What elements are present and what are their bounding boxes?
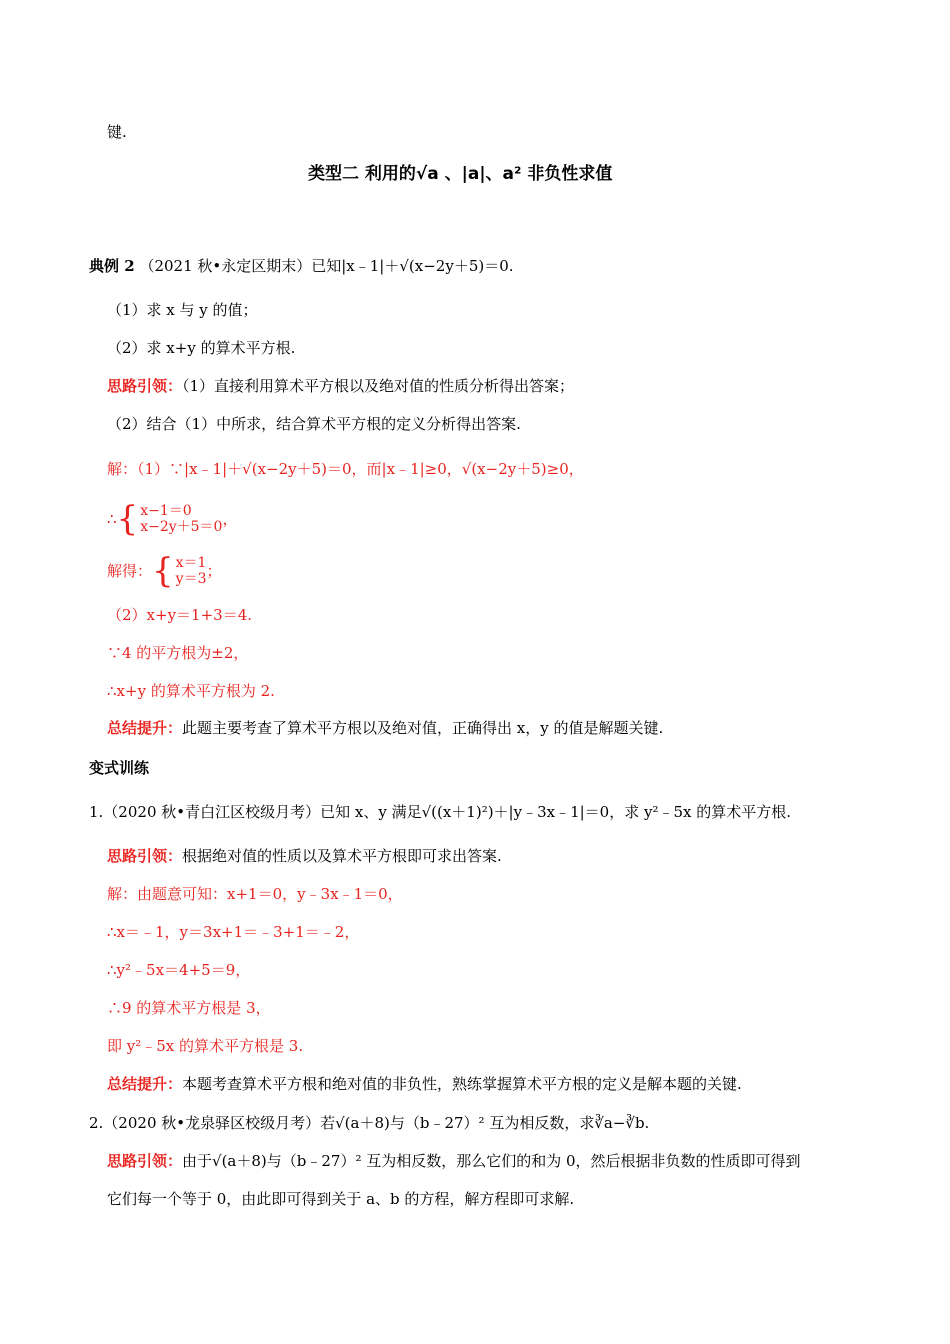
problem2-hint2: 它们每一个等于 0，由此即可得到关于 a、b 的方程，解方程即可求解. [107, 1190, 575, 1208]
problem1-summary [107, 1074, 742, 1094]
top-fragment: 键. [107, 123, 127, 141]
example-source: （2021 秋•永定区期末） [139, 257, 312, 275]
solve-suffix: ； [206, 562, 222, 580]
example2-q2: （2）求 x+y 的算术平方根. [107, 339, 296, 357]
solve-eq1: x＝1 [175, 555, 207, 571]
summary-label: 总结提升： [107, 719, 183, 737]
brace-icon: { [116, 499, 139, 539]
example2-sol3: ∵4 的平方根为±2， [107, 644, 249, 662]
hint-label: 思路引领： [107, 1152, 183, 1170]
problem1-statement: 1.（2020 秋•青白江区校级月考）已知 x、y 满足√((x＋1)²)＋|y﹣3x﹣1|＝0，求 y²﹣5x 的算术平方根. [89, 803, 792, 821]
hint-label: 思路引领： [107, 847, 183, 865]
example2-statement [89, 256, 514, 276]
summary-text: 此题主要考查了算术平方根以及绝对值，正确得出 x，y 的值是解题关键. [182, 719, 664, 737]
problem1-s3: ∴y²﹣5x＝4+5＝9， [107, 961, 251, 979]
example2-hint2: （2）结合（1）中所求，结合算术平方根的定义分析得出答案. [107, 415, 521, 433]
problem2-hint1 [107, 1151, 801, 1171]
example2-system [107, 500, 237, 537]
example2-sol1: 解：（1）∵|x﹣1|＋√(x−2y＋5)＝0，而|x﹣1|≥0，√(x−2y＋5)≥0， [107, 460, 584, 478]
example-text: 已知|x﹣1|＋√(x−2y＋5)＝0. [311, 257, 514, 275]
problem1-s1: 解：由题意可知：x+1＝0，y﹣3x﹣1＝0， [107, 885, 403, 903]
variant-title: 变式训练 [89, 759, 150, 777]
sys-suffix: ， [222, 510, 238, 528]
brace-icon: { [152, 551, 174, 591]
summary-text: 本题考查算术平方根和绝对值的非负性，熟练掌握算术平方根的定义是解本题的关键. [182, 1075, 742, 1093]
solve-eq2: y＝3 [175, 571, 207, 587]
example2-sol4: ∴x+y 的算术平方根为 2. [107, 682, 275, 700]
summary-label: 总结提升： [107, 1075, 183, 1093]
problem1-s2: ∴x＝﹣1，y＝3x+1＝﹣3+1＝﹣2， [107, 923, 360, 941]
therefore-sign: ∴ [107, 510, 117, 528]
example2-summary [107, 718, 663, 738]
hint-text: 根据绝对值的性质以及算术平方根即可求出答案. [182, 847, 502, 865]
example2-solved [107, 552, 222, 589]
sys-eq1: x−1＝0 [140, 503, 192, 519]
example-label: 典例 2 [89, 257, 135, 275]
hint-text: （1）直接利用算术平方根以及绝对值的性质分析得出答案； [182, 377, 575, 395]
problem2-statement: 2.（2020 秋•龙泉驿区校级月考）若√(a＋8)与（b﹣27）² 互为相反数，求∛a−∛b. [89, 1114, 650, 1132]
problem1-s4: ∴9 的算术平方根是 3， [107, 999, 271, 1017]
solve-prefix: 解得： [107, 562, 153, 580]
example2-sol2: （2）x+y＝1+3＝4. [107, 606, 253, 624]
problem1-hint [107, 846, 502, 866]
example2-q1: （1）求 x 与 y 的值； [107, 301, 258, 319]
section-title: 类型二 利用的√a 、|a|、a² 非负性求值 [308, 164, 613, 184]
example2-hint1 [107, 376, 574, 396]
sys-eq2: x−2y＋5＝0 [140, 519, 223, 535]
hint-text: 由于√(a＋8)与（b﹣27）² 互为相反数，那么它们的和为 0，然后根据非负数的性质即可得到 [182, 1152, 801, 1170]
problem1-s5: 即 y²﹣5x 的算术平方根是 3. [107, 1037, 304, 1055]
hint-label: 思路引领： [107, 377, 183, 395]
